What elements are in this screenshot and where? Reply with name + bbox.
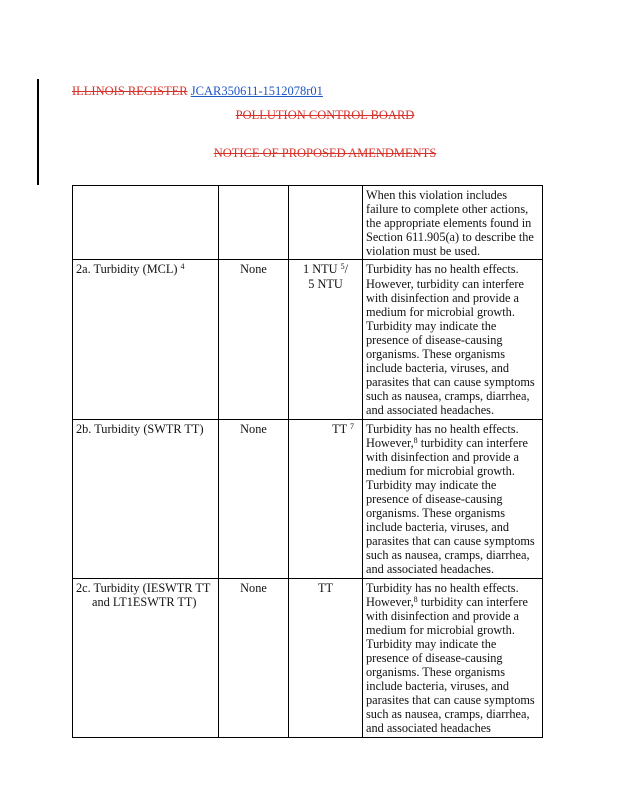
health-effects-cell: Turbidity has no health effects. However, turbidity can interfere with disinfection and provide a medium for microbial growth. Turbidity may indicate the presence of disease-causing organisms. These organisms include bacteria, viruses, and parasites that can cause symptoms such as nausea, cramps, diarrhea, and associated headaches. [363, 260, 543, 419]
footnote-ref: 7 [350, 421, 354, 431]
empty-cell [289, 186, 363, 260]
table-row [73, 260, 543, 419]
revision-margin-bar [37, 79, 39, 185]
footnote-ref: 8 [413, 435, 418, 445]
jcar-id-text: JCAR350611-1512078r01 [190, 84, 323, 98]
level-cell: 1 NTU $^5$/ 5 NTU [289, 260, 363, 419]
contaminant-cell: 2c. Turbidity (IESWTR TT and LT1ESWTR TT) [73, 578, 219, 737]
health-effects-cell: Turbidity has no health effects. However,$^8$ turbidity can interfere with disinfection and provide a medium for microbial growth. Turbidity may indicate the presence of disease-causing organisms. These organisms include bacteria, viruses, and parasites that can cause symptoms such as nausea, cramps, diarrhea, and associated headaches. [363, 419, 543, 578]
level-cell: TT [289, 578, 363, 737]
footnote-ref: 8 [413, 594, 418, 604]
notice-heading: NOTICE OF PROPOSED AMENDMENTS [213, 146, 437, 160]
mclg-cell: None [219, 578, 289, 737]
register-struck-text: ILLINOIS REGISTER [72, 84, 188, 98]
table-row [73, 186, 543, 260]
contaminant-cell: 2b. Turbidity (SWTR TT) [73, 419, 219, 578]
violation-table [72, 185, 543, 738]
continuation-cell: When this violation includes failure to complete other actions, the appropriate elements found in Section 611.905(a) to describe the violation must be used. [363, 186, 543, 260]
board-heading: POLLUTION CONTROL BOARD [235, 108, 415, 122]
mclg-cell: None [219, 260, 289, 419]
table-row [73, 419, 543, 578]
health-effects-cell: Turbidity has no health effects. However,$^8$ turbidity can interfere with disinfection and provide a medium for microbial growth. Turbidity may indicate the presence of disease-causing organisms. These organisms include bacteria, viruses, and parasites that can cause symptoms such as nausea, cramps, diarrhea, and associated headaches [363, 578, 543, 737]
empty-cell [219, 186, 289, 260]
footnote-ref: 5 [340, 262, 345, 272]
footnote-ref: 4 [180, 262, 185, 272]
table-row [73, 578, 543, 737]
contaminant-cell: 2a. Turbidity (MCL) $^4$ [73, 260, 219, 419]
mclg-cell: None [219, 419, 289, 578]
register-header [72, 84, 323, 99]
level-cell: TT $^7$ [289, 419, 363, 578]
empty-cell [73, 186, 219, 260]
